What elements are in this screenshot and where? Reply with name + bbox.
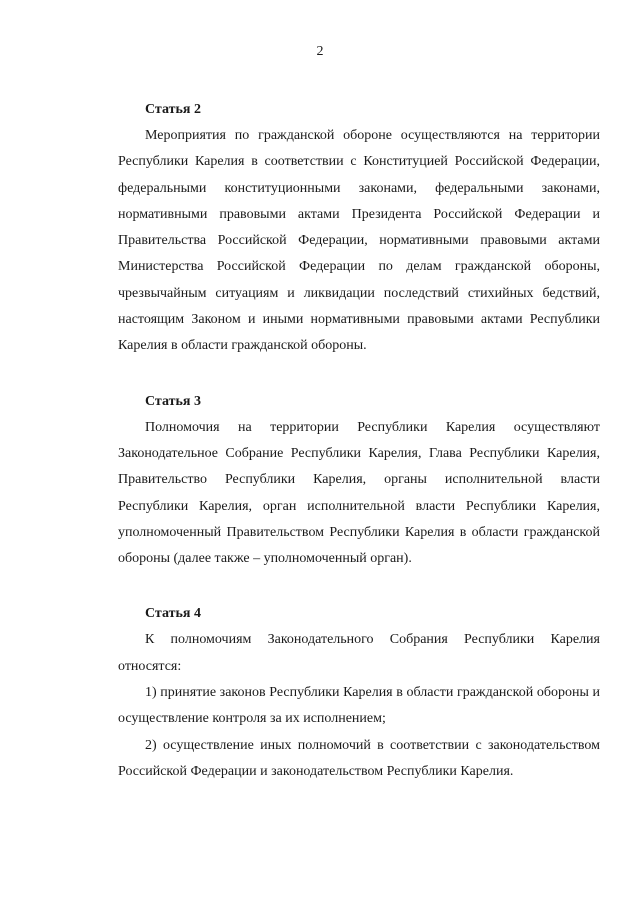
article-title: Статья 3 [145,393,201,409]
article-list-item: 2) осуществление иных полномочий в соответствии с законодательством Российской Федерации и законодательством Республики Карелия. [118,737,600,779]
article-paragraph: Полномочия на территории Республики Карелия осуществляют Законодательное Собрание Республики Карелия, Глава Республики Карелия, Правительство Республики Карелия, органы исполнительной власти Республики Карелия, орган исполнительной власти Республики Карелия, уполномоченный Правительством Республики Карелия в области гражданской обороны (далее также – уполномоченный орган). [118,419,600,567]
article-3 [118,389,600,573]
article-4 [118,601,600,785]
page-number: 2 [316,44,324,59]
article-paragraph: К полномочиям Законодательного Собрания Республики Карелия относятся: [118,632,600,674]
article-title: Статья 2 [145,102,201,117]
article-2 [118,97,600,360]
article-list-item: 1) принятие законов Республики Карелия в области гражданской обороны и осуществление контроля за их исполнением; [118,685,600,727]
document-body [118,97,600,785]
article-paragraph: Мероприятия по гражданской обороне осуществляются на территории Республики Карелия в соответствии с Конституцией Российской Федерации, федеральными конституционными законами, федеральными законами, нормативными правовыми актами Президента Российской Федерации и Правительства Российской Федерации, нормативными правовыми актами Министерства Российской Федерации по делам гражданской обороны, чрезвычайным ситуациям и ликвидации последствий стихийных бедствий, настоящим Законом и иными нормативными правовыми актами Республики Карелия в области гражданской обороны. [118,128,600,354]
article-title: Статья 4 [145,606,201,622]
